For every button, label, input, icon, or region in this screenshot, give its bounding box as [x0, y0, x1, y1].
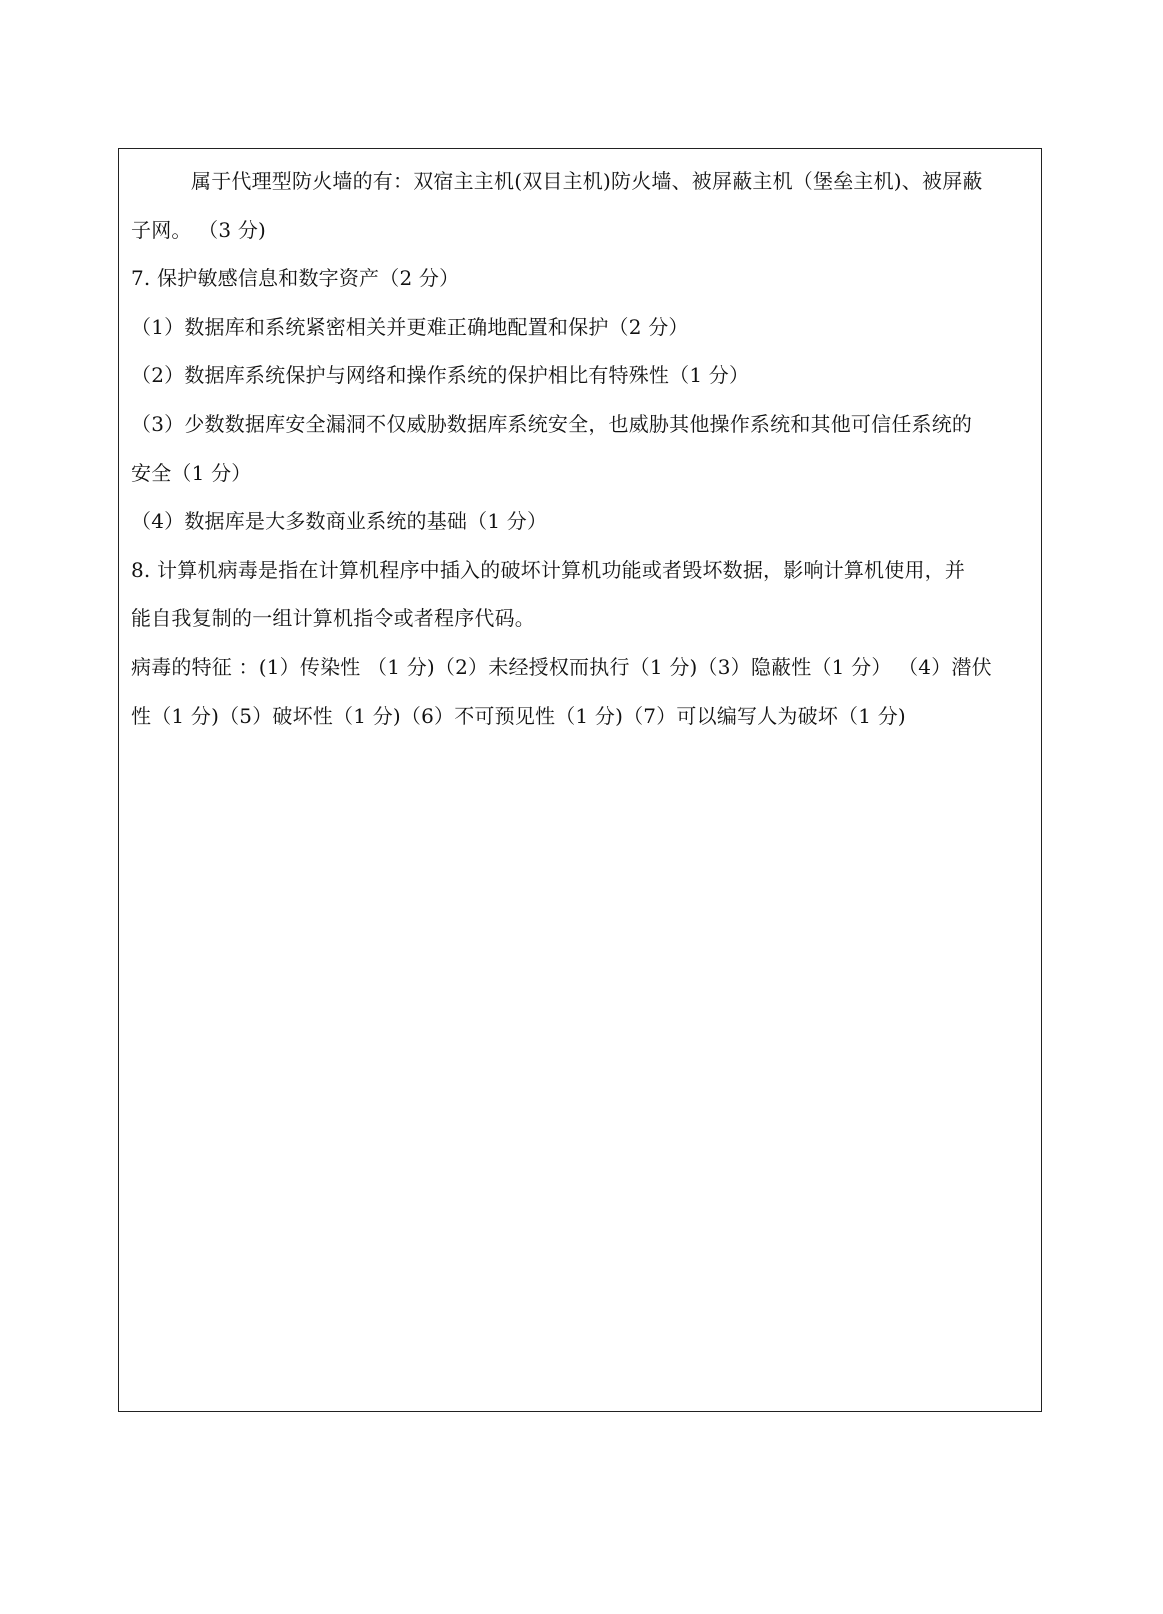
- firewall-types-line-2: 子网。 （3 分): [131, 217, 267, 242]
- answer-7-heading: 7. 保护敏感信息和数字资产（2 分）: [131, 266, 460, 291]
- answer-7-point-2: （2）数据库系统保护与网络和操作系统的保护相比有特殊性（1 分）: [131, 363, 750, 388]
- answer-8-definition-line-1: 8. 计算机病毒是指在计算机程序中插入的破坏计算机功能或者毁坏数据，影响计算机使用，并: [131, 557, 966, 582]
- answer-8-definition-line-2: 能自我复制的一组计算机指令或者程序代码。: [131, 606, 535, 631]
- answer-box: [118, 148, 1042, 1412]
- answer-7-point-3-line-2: 安全（1 分）: [131, 460, 252, 485]
- answer-7-point-3-line-1: （3）少数数据库安全漏洞不仅威胁数据库系统安全，也威胁其他操作系统和其他可信任系统的: [131, 411, 973, 436]
- answer-content: [131, 157, 1037, 740]
- virus-features-line-2: 性（1 分)（5）破坏性（1 分)（6）不可预见性（1 分)（7）可以编写人为破坏（1 分): [131, 703, 906, 728]
- firewall-types-line-1: 属于代理型防火墙的有：双宿主主机(双目主机)防火墙、被屏蔽主机（堡垒主机)、被屏蔽: [191, 169, 983, 193]
- answer-7-point-4: （4）数据库是大多数商业系统的基础（1 分）: [131, 509, 548, 534]
- answer-7-point-1: （1）数据库和系统紧密相关并更难正确地配置和保护（2 分）: [131, 314, 689, 339]
- virus-features-line-1: 病毒的特征 ：(1）传染性 （1 分)（2）未经授权而执行（1 分)（3）隐蔽性（1 分） （4）潜伏: [131, 654, 992, 679]
